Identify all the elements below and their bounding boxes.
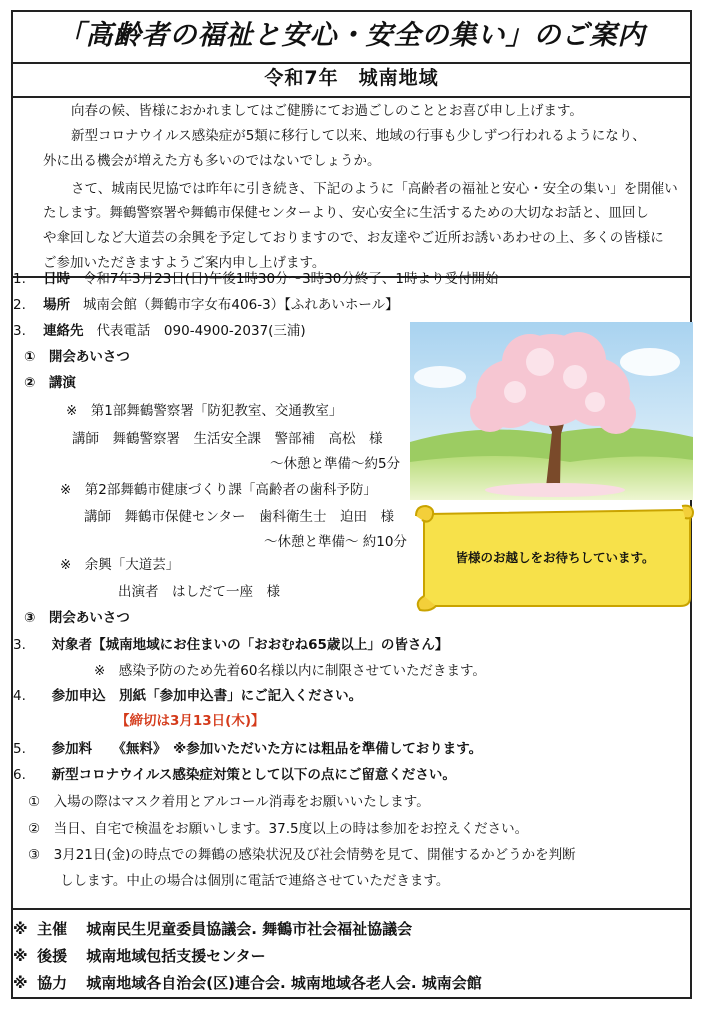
supporter-text: 城南地域包括支援センター [86, 947, 266, 965]
contact-label: 連絡先 [43, 323, 84, 339]
application-deadline: 【締切は3月13日(木)】 [116, 713, 265, 729]
lecture-part1-speaker: 講師 舞鶴警察署 生活安全課 警部補 高松 様 [72, 431, 383, 447]
cooperation-text: 城南地域各自治会(区)連合会. 城南地域各老人会. 城南会館 [86, 974, 482, 992]
program-opening: ① 開会あいさつ [24, 349, 130, 365]
target-note: ※ 感染予防のため先着60名様以内に制限させていただきます。 [94, 663, 486, 679]
banner-text: 皆様のお越しをお待ちしています。 [455, 550, 655, 565]
greeting-line: 向春の候、皆様におかれましてはご健勝にてお過ごしのこととお喜び申し上げます。 [71, 103, 583, 119]
petal-ground [485, 483, 625, 497]
program-closing: ③ 閉会あいさつ [24, 610, 130, 626]
target-text: 対象者【城南地域にお住まいの「おおむね65歳以上」の皆さん】 [51, 637, 449, 653]
cherry-tree-illustration [410, 322, 693, 500]
greeting-line: 新型コロナウイルス感染症が5類に移行して以来、地域の行事も少しずつ行われるようになり、 [71, 128, 646, 144]
place-text: 城南会館（舞鶴市字女布406-3）【ふれあいホール】 [82, 297, 399, 313]
date-row [13, 270, 498, 288]
greeting-line: ご参加いただきますようご案内申し上げます。 [43, 255, 326, 271]
lecture-part2-title: ※ 第2部舞鶴市健康づくり課「高齢者の歯科予防」 [60, 482, 377, 498]
place-row [13, 296, 399, 314]
date-text: 令和7年3月23日(日)午後1時30分～3時30分終了、1時より受付開始 [82, 271, 499, 287]
footer-section [13, 908, 690, 997]
scroll-curl-left [416, 506, 433, 522]
covid-row [13, 766, 456, 784]
entertainment-title: ※ 余興「大道芸」 [60, 557, 180, 573]
item-number: 1. [13, 271, 26, 287]
organizer-label: 主催 [37, 920, 68, 938]
page-title: 「高齢者の福祉と安心・安全の集い」のご案内 [13, 12, 690, 64]
item-number: 4. [13, 688, 26, 704]
note-mark: ※ [13, 974, 28, 992]
target-row [13, 636, 448, 654]
item-number: 3. [13, 637, 26, 653]
program-lecture: ② 講演 [24, 375, 76, 391]
greeting-line: たします。舞鶴警察署や舞鶴市保健センターより、安心安全に生活するための大切なお話と、皿回し [43, 205, 649, 221]
covid-item: しします。中止の場合は個別に電話で連絡させていただきます。 [60, 873, 450, 889]
covid-item: ② 当日、自宅で検温をお願いします。37.5度以上の時は参加をお控えください。 [28, 821, 529, 837]
contact-row [13, 322, 306, 340]
note-mark: ※ [13, 920, 28, 938]
organizer-row [13, 920, 412, 938]
greeting-line: さて、城南民児協では昨年に引き続き、下記のように「高齢者の福祉と安心・安全の集い」を開催い [71, 181, 678, 197]
fee-row [13, 740, 482, 758]
lecture-part1-break: ～休憩と準備～約5分 [270, 456, 401, 472]
page-subtitle: 令和7年 城南地域 [13, 62, 690, 98]
covid-item: ① 入場の際はマスク着用とアルコール消毒をお願いいたします。 [28, 794, 430, 810]
cooperation-label: 協力 [37, 974, 68, 992]
item-number: 3. [13, 323, 26, 339]
lecture-part2-speaker: 講師 舞鶴市保健センター 歯科衛生士 迫田 様 [84, 509, 394, 525]
supporter-label: 後援 [37, 947, 68, 965]
note-mark: ※ [13, 947, 28, 965]
place-label: 場所 [43, 297, 71, 313]
lecture-part2-break: ～休憩と準備～ 約10分 [264, 534, 407, 550]
cooperation-row [13, 974, 482, 992]
cloud-shape [414, 366, 466, 388]
entertainment-performer: 出演者 はしだて一座 様 [118, 584, 280, 600]
date-label: 日時 [43, 271, 71, 287]
greeting-section [13, 98, 690, 278]
covid-item: ③ 3月21日(金)の時点での舞鶴の感染状況及び社会情勢を見て、開催するかどうかを判断 [28, 847, 576, 863]
lecture-part1-title: ※ 第1部舞鶴警察署「防犯教室、交通教室」 [66, 403, 343, 419]
item-number: 2. [13, 297, 26, 313]
application-text: 参加申込 別紙「参加申込書」にご記入ください。 [51, 688, 363, 704]
contact-text: 代表電話 090-4900-2037(三浦) [96, 323, 306, 339]
fee-text: 参加料 《無料》 ※参加いただいた方には粗品を準備しております。 [51, 741, 483, 757]
supporter-row [13, 947, 266, 965]
greeting-line: や傘回しなど大道芸の余興を予定しておりますので、お友達やご近所お誘いあわせの上、多くの皆様に [43, 230, 664, 246]
greeting-line: 外に出る機会が増えた方も多いのではないでしょうか。 [43, 153, 381, 169]
item-number: 5. [13, 741, 26, 757]
item-number: 6. [13, 767, 26, 783]
application-row [13, 687, 362, 705]
organizer-text: 城南民生児童委員協議会. 舞鶴市社会福祉協議会 [86, 920, 413, 938]
cloud-shape [620, 348, 680, 376]
covid-text: 新型コロナウイルス感染症対策として以下の点にご留意ください。 [51, 767, 456, 783]
